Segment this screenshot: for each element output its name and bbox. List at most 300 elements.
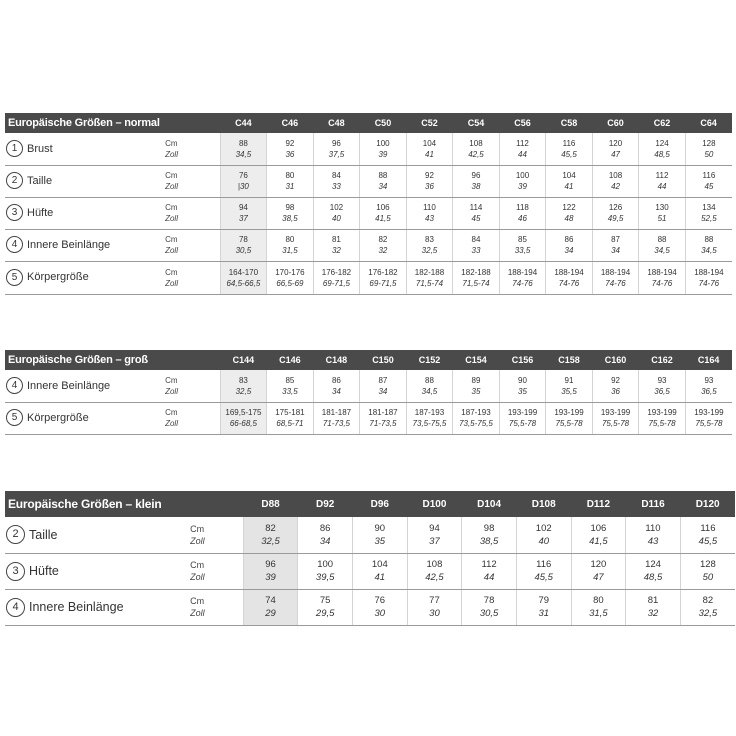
value-zoll: 74-76 (512, 278, 533, 288)
unit-cm: Cm (165, 138, 178, 148)
size-header: C58 (546, 113, 593, 133)
table-row (5, 370, 732, 402)
value-zoll: 42,5 (468, 149, 484, 159)
measurement-label (5, 402, 165, 434)
value-cm: 96 (331, 138, 341, 148)
value-zoll: 41 (374, 572, 386, 583)
size-value-cell (499, 133, 546, 165)
measurement-name: Innere Beinlänge (27, 238, 111, 251)
value-cm: 84 (471, 235, 481, 244)
measurement-label (5, 229, 165, 261)
value-cm: 88 (704, 235, 714, 244)
measurement-label (5, 165, 165, 197)
measurement-label (5, 589, 190, 625)
value-zoll: 37 (238, 214, 248, 223)
value-zoll: 74-76 (605, 278, 626, 288)
value-zoll: 69-71,5 (369, 278, 397, 288)
size-value-cell (546, 229, 593, 261)
value-zoll: 39 (265, 572, 276, 583)
size-value-cell (680, 589, 735, 625)
value-cm: 175-181 (275, 408, 305, 417)
size-value-cell (313, 370, 360, 402)
size-value-cell (571, 517, 626, 553)
value-cm: 75 (319, 595, 331, 606)
row-number-circle: 3 (6, 562, 25, 581)
value-cm: 193-199 (554, 408, 584, 417)
value-zoll: 75,5-78 (695, 419, 723, 428)
value-cm: 92 (611, 375, 620, 385)
size-header: C60 (592, 113, 639, 133)
size-header: C156 (499, 350, 546, 370)
size-value-cell (406, 165, 453, 197)
value-zoll: 34 (564, 246, 574, 255)
measurement-name: Taille (27, 174, 53, 187)
value-zoll: 42,5 (425, 572, 444, 583)
value-cm: 84 (331, 171, 341, 180)
value-zoll: 41 (564, 182, 574, 191)
size-value-cell (639, 261, 686, 294)
size-value-cell (267, 261, 314, 294)
size-header: D112 (571, 491, 626, 517)
measurement-label (5, 370, 165, 402)
size-value-cell (453, 197, 500, 229)
value-cm: 182-188 (414, 267, 445, 277)
value-cm: 88 (657, 235, 667, 244)
value-cm: 86 (564, 235, 574, 244)
value-cm: 93 (704, 375, 714, 385)
measurement-name: Innere Beinlänge (29, 600, 124, 614)
measurement-label (5, 197, 165, 229)
value-cm: 124 (655, 138, 669, 148)
value-zoll: 75,5-78 (508, 419, 537, 428)
size-value-cell (592, 402, 639, 434)
unit-zoll: Zoll (165, 149, 178, 159)
value-zoll: 32,5 (235, 386, 252, 396)
value-cm: 112 (481, 559, 497, 570)
unit-labels (165, 229, 220, 261)
value-zoll: 30 (374, 608, 386, 619)
size-value-cell (685, 133, 732, 165)
value-cm: 122 (562, 203, 576, 212)
value-cm: 193-199 (647, 408, 677, 417)
size-value-cell (360, 197, 407, 229)
size-value-cell (453, 165, 500, 197)
value-zoll: 39 (518, 182, 527, 191)
value-zoll: 45,5 (561, 149, 577, 159)
size-value-cell (220, 370, 267, 402)
unit-cm: Cm (190, 596, 205, 606)
header-row (5, 113, 732, 133)
value-zoll: 39,5 (315, 572, 335, 583)
unit-labels (165, 261, 220, 294)
value-zoll: 71-73,5 (369, 419, 397, 428)
unit-labels (190, 517, 243, 553)
size-value-cell (220, 133, 267, 165)
row-number-circle: 3 (6, 204, 23, 221)
value-cm: 120 (608, 138, 623, 148)
value-cm: 193-199 (600, 408, 631, 417)
value-zoll: 75,5-78 (555, 419, 583, 428)
size-value-cell (592, 133, 639, 165)
table-row (5, 165, 732, 197)
size-value-cell (313, 165, 360, 197)
value-zoll: 38,5 (479, 535, 499, 547)
unit-labels (165, 402, 220, 434)
unit-zoll: Zoll (165, 419, 178, 428)
value-cm: 80 (593, 595, 604, 606)
value-cm: 96 (265, 559, 276, 570)
value-zoll: 34,5 (701, 246, 717, 255)
size-value-cell (360, 165, 407, 197)
value-cm: 102 (329, 203, 344, 212)
value-cm: 78 (238, 235, 248, 244)
value-cm: 89 (471, 375, 481, 385)
value-zoll: 31 (285, 182, 295, 191)
value-cm: 116 (536, 559, 552, 570)
size-header: C46 (267, 113, 314, 133)
size-value-cell (360, 229, 407, 261)
value-cm: 85 (518, 235, 527, 244)
value-cm: 88 (425, 375, 434, 385)
value-cm: 128 (699, 559, 716, 570)
value-zoll: 41,5 (589, 535, 608, 547)
value-cm: 76 (238, 171, 248, 180)
size-value-cell (680, 553, 735, 589)
size-header: C164 (685, 350, 732, 370)
value-zoll: 38,5 (282, 214, 298, 223)
size-value-cell (571, 553, 626, 589)
size-value-cell (462, 553, 517, 589)
value-zoll: 34 (611, 246, 620, 255)
size-value-cell (546, 133, 593, 165)
value-zoll: 40 (331, 214, 341, 223)
value-zoll: 36 (611, 386, 620, 396)
size-value-cell (352, 589, 407, 625)
size-value-cell (592, 261, 639, 294)
size-value-cell (313, 402, 360, 434)
size-value-cell (499, 229, 546, 261)
size-value-cell (639, 370, 686, 402)
size-value-cell (406, 197, 453, 229)
value-zoll: 75,5-78 (648, 419, 676, 428)
value-zoll: 74-76 (698, 278, 720, 288)
value-zoll: 35,5 (561, 386, 577, 396)
size-value-cell (220, 229, 267, 261)
size-header: C50 (360, 113, 407, 133)
value-cm: 77 (429, 595, 440, 606)
row-number-circle: 4 (6, 377, 23, 394)
unit-zoll: Zoll (165, 278, 178, 288)
value-zoll: 29 (265, 608, 276, 619)
unit-labels (165, 165, 220, 197)
size-value-cell (360, 370, 407, 402)
value-zoll: 71,5-74 (415, 278, 444, 288)
size-value-cell (626, 553, 681, 589)
size-value-cell (639, 133, 686, 165)
value-zoll: 45 (704, 182, 714, 191)
size-value-cell (267, 133, 314, 165)
value-zoll: 66,5-69 (276, 278, 304, 288)
value-cm: 83 (425, 235, 434, 244)
value-cm: 126 (608, 203, 623, 212)
table-row (5, 261, 732, 294)
value-zoll: 73,5-75,5 (459, 419, 493, 428)
value-zoll: 71,5-74 (462, 278, 490, 288)
unit-labels (165, 197, 220, 229)
row-number-circle: 4 (6, 598, 25, 617)
unit-cm: Cm (190, 560, 205, 570)
size-value-cell (406, 370, 453, 402)
size-value-cell (639, 402, 686, 434)
size-value-cell (462, 517, 517, 553)
value-zoll: 45,5 (534, 572, 553, 583)
unit-labels (190, 553, 243, 589)
value-zoll: 32 (647, 608, 659, 619)
size-value-cell (462, 589, 517, 625)
size-value-cell (220, 261, 267, 294)
value-cm: 124 (645, 559, 661, 570)
size-value-cell (360, 133, 407, 165)
unit-cm: Cm (165, 375, 178, 385)
value-zoll: 33 (331, 182, 341, 191)
size-value-cell (546, 402, 593, 434)
unit-labels (165, 133, 220, 165)
value-zoll: 75,5-78 (601, 419, 630, 428)
size-value-cell (407, 589, 462, 625)
size-value-cell (546, 197, 593, 229)
size-header: C48 (313, 113, 360, 133)
size-value-cell (499, 370, 546, 402)
size-value-cell (571, 589, 626, 625)
value-cm: 86 (319, 522, 331, 534)
value-zoll: 43 (647, 535, 659, 547)
size-value-cell (220, 165, 267, 197)
size-value-cell (298, 517, 353, 553)
value-zoll: 38 (471, 182, 481, 191)
size-value-cell (360, 261, 407, 294)
size-header: D108 (516, 491, 571, 517)
size-header: C52 (406, 113, 453, 133)
value-zoll: 31,5 (282, 246, 298, 255)
value-zoll: 71-73,5 (322, 419, 350, 428)
value-zoll: 68,5-71 (276, 419, 304, 428)
size-header: D96 (352, 491, 407, 517)
size-value-cell (267, 370, 314, 402)
value-zoll: 36 (285, 149, 295, 159)
value-cm: 176-182 (368, 267, 398, 277)
size-value-cell (267, 165, 314, 197)
size-header: C44 (220, 113, 267, 133)
value-zoll: 37 (429, 535, 440, 547)
size-header: C56 (499, 113, 546, 133)
value-zoll: 44 (518, 149, 527, 159)
size-value-cell (499, 402, 546, 434)
size-header: D88 (243, 491, 298, 517)
size-value-cell (592, 370, 639, 402)
value-cm: 100 (376, 138, 390, 148)
size-value-cell (516, 553, 571, 589)
value-zoll: 45 (471, 214, 481, 223)
value-cm: 116 (700, 522, 716, 534)
size-value-cell (407, 553, 462, 589)
size-value-cell (267, 197, 314, 229)
value-cm: 114 (469, 203, 483, 212)
row-number-circle: 5 (6, 409, 23, 426)
header-row (5, 491, 735, 517)
table-row (5, 589, 735, 625)
value-zoll: 35 (374, 535, 386, 547)
value-zoll: 48,5 (654, 149, 670, 159)
table-row (5, 553, 735, 589)
size-header: C162 (639, 350, 686, 370)
value-cm: 188-194 (600, 267, 631, 277)
size-value-cell (313, 133, 360, 165)
unit-zoll: Zoll (190, 572, 205, 582)
size-table-klein (5, 491, 735, 626)
size-value-cell (516, 589, 571, 625)
value-cm: 88 (238, 138, 248, 148)
unit-zoll: Zoll (165, 182, 178, 191)
value-zoll: 48 (564, 214, 574, 223)
row-number-circle: 4 (6, 236, 23, 253)
row-number-circle: 2 (6, 525, 25, 544)
measurement-label (5, 553, 190, 589)
size-value-cell (685, 165, 732, 197)
size-value-cell (626, 517, 681, 553)
unit-cm: Cm (190, 523, 205, 534)
unit-cm: Cm (165, 235, 178, 244)
value-cm: 181-187 (368, 408, 398, 417)
table-title: Europäische Größen – groß (5, 350, 220, 370)
value-cm: 164-170 (228, 267, 259, 277)
size-header: C154 (453, 350, 500, 370)
size-value-cell (499, 261, 546, 294)
value-cm: 188-194 (694, 267, 724, 277)
size-table-gross (5, 350, 732, 435)
value-zoll: 32 (331, 246, 341, 255)
size-table-normal (5, 113, 732, 295)
unit-zoll: Zoll (190, 608, 205, 618)
size-header: C146 (267, 350, 314, 370)
value-cm: 108 (469, 138, 483, 148)
value-zoll: 50 (702, 572, 714, 583)
value-cm: 187-193 (461, 408, 491, 417)
value-cm: 104 (422, 138, 437, 148)
table-title: Europäische Größen – normal (5, 113, 220, 133)
table-row (5, 197, 732, 229)
size-header: D104 (462, 491, 517, 517)
table-row (5, 402, 732, 434)
size-value-cell (267, 402, 314, 434)
value-zoll: 29,5 (315, 608, 335, 619)
value-zoll: 32 (378, 246, 388, 255)
value-cm: 188-194 (554, 267, 584, 277)
size-value-cell (516, 517, 571, 553)
value-zoll: 47 (593, 572, 604, 583)
value-cm: 106 (376, 203, 390, 212)
size-value-cell (298, 553, 353, 589)
unit-labels (165, 370, 220, 402)
unit-zoll: Zoll (190, 535, 205, 546)
unit-cm: Cm (165, 203, 178, 212)
value-cm: 134 (702, 203, 716, 212)
size-header: C152 (406, 350, 453, 370)
value-zoll: 36,5 (701, 386, 717, 396)
unit-cm: Cm (165, 408, 178, 417)
value-zoll: 35 (471, 386, 481, 396)
size-value-cell (626, 589, 681, 625)
size-value-cell (453, 370, 500, 402)
value-cm: 169,5-175 (225, 408, 262, 417)
value-cm: 94 (429, 522, 440, 534)
measurement-name: Hüfte (29, 564, 59, 578)
value-zoll: 34 (319, 535, 331, 547)
size-value-cell (243, 589, 298, 625)
table-row (5, 517, 735, 553)
table-title: Europäische Größen – klein (5, 491, 243, 517)
measurement-name: Taille (29, 527, 58, 542)
value-zoll: 66-68,5 (229, 419, 257, 428)
size-value-cell (243, 553, 298, 589)
value-cm: 90 (374, 522, 386, 534)
size-value-cell (406, 402, 453, 434)
size-value-cell (352, 553, 407, 589)
value-zoll: 74-76 (558, 278, 580, 288)
value-zoll: 69-71,5 (322, 278, 350, 288)
size-value-cell (639, 165, 686, 197)
value-zoll: 73,5-75,5 (412, 419, 447, 428)
value-cm: 130 (655, 203, 669, 212)
value-cm: 104 (562, 171, 576, 180)
size-header: C62 (639, 113, 686, 133)
size-value-cell (685, 229, 732, 261)
value-cm: 87 (611, 235, 620, 244)
value-cm: 112 (516, 138, 529, 148)
value-zoll: 40 (538, 535, 550, 547)
value-cm: 98 (285, 203, 295, 212)
value-cm: 116 (562, 138, 576, 148)
value-cm: 80 (285, 171, 295, 180)
value-cm: 81 (331, 235, 341, 244)
value-zoll: 52,5 (701, 214, 717, 223)
size-value-cell (592, 229, 639, 261)
value-zoll: 32,5 (421, 246, 438, 255)
unit-zoll: Zoll (165, 386, 178, 396)
value-zoll: |30 (237, 182, 249, 191)
value-zoll: 49,5 (607, 214, 624, 223)
value-zoll: 34 (331, 386, 341, 396)
value-zoll: 30,5 (235, 246, 252, 255)
size-header: C158 (546, 350, 593, 370)
value-cm: 188-194 (507, 267, 538, 277)
value-cm: 128 (702, 138, 716, 148)
size-header: D116 (626, 491, 681, 517)
size-value-cell (546, 261, 593, 294)
value-zoll: 34 (378, 386, 388, 396)
value-cm: 85 (285, 375, 295, 385)
value-cm: 110 (423, 203, 436, 212)
value-zoll: 50 (704, 149, 714, 159)
value-cm: 76 (374, 595, 386, 606)
size-header: C144 (220, 350, 267, 370)
measurement-name: Innere Beinlänge (27, 379, 111, 392)
unit-cm: Cm (165, 171, 178, 180)
value-cm: 82 (702, 595, 714, 606)
value-zoll: 47 (611, 149, 620, 159)
value-zoll: 45,5 (698, 535, 718, 547)
size-value-cell (453, 261, 500, 294)
value-zoll: 36,5 (654, 386, 670, 396)
